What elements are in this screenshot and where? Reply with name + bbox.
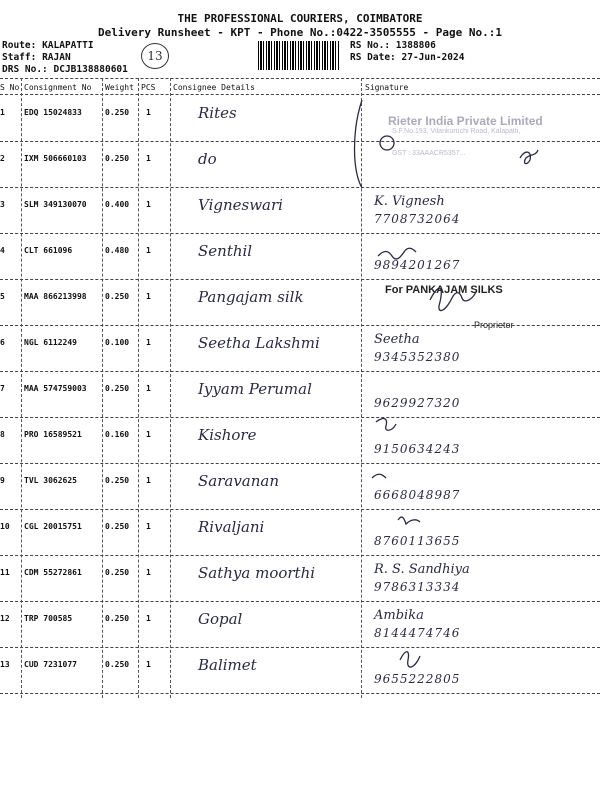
weight-cell: 0.250 (105, 660, 130, 669)
pankajam-stamp-role: Proprietor (474, 320, 514, 330)
sno-cell: 13 (0, 660, 10, 669)
drs-label: DRS No.: (2, 64, 48, 75)
consignee-name: Pangajam silk (198, 288, 304, 306)
consignee-name: Kishore (198, 426, 257, 444)
sno-cell: 9 (0, 476, 5, 485)
signature-phone: 9629927320 (374, 396, 461, 410)
signature-name: K. Vignesh (374, 194, 445, 209)
consignment-cell: TRP 700585 (24, 614, 73, 623)
handwritten-count: 13 (141, 43, 169, 69)
col-header-consignee: Consignee Details (173, 83, 255, 92)
rs-no-label: RS No.: (350, 40, 391, 51)
rs-no-value: 1388806 (395, 40, 436, 51)
col-header-signature: Signature (365, 83, 409, 92)
col-header-weight: Weight (105, 83, 134, 92)
signature-scribble (520, 150, 538, 164)
rs-date-value: 27-Jun-2024 (401, 52, 465, 63)
consignment-cell: CDM 55272861 (24, 568, 82, 577)
consignment-cell: NGL 6112249 (24, 338, 77, 347)
pcs-cell: 1 (146, 108, 151, 117)
sno-cell: 6 (0, 338, 5, 347)
signature-name: Seetha (374, 332, 420, 347)
signature-phone: 9786313334 (374, 580, 461, 594)
weight-cell: 0.250 (105, 476, 130, 485)
weight-cell: 0.250 (105, 108, 130, 117)
pcs-cell: 1 (146, 200, 151, 209)
rs-date-label: RS Date: (350, 52, 396, 63)
route-value: KALAPATTI (42, 40, 94, 51)
staff-label: Staff: (2, 52, 37, 63)
rieter-stamp-title: Rieter India Private Limited (388, 114, 543, 128)
pankajam-stamp-title: For PANKAJAM SILKS (385, 284, 503, 296)
pcs-cell: 1 (146, 568, 151, 577)
senthil-signature (378, 248, 416, 259)
pcs-cell: 1 (146, 384, 151, 393)
pcs-cell: 1 (146, 660, 151, 669)
weight-cell: 0.250 (105, 614, 130, 623)
consignment-cell: TVL 3062625 (24, 476, 77, 485)
sno-cell: 11 (0, 568, 10, 577)
sno-cell: 2 (0, 154, 5, 163)
col-header-pcs: PCS (141, 83, 156, 92)
signature-phone: 9655222805 (374, 672, 461, 686)
pcs-cell: 1 (146, 246, 151, 255)
signature-name: Ambika (374, 608, 424, 623)
drs-value: DCJB138880601 (53, 64, 128, 75)
weight-cell: 0.250 (105, 568, 130, 577)
rieter-stamp-address: S.F.No.193, Vilankuruchi Road, Kalapatti, (392, 128, 521, 135)
consignee-name: Iyyam Perumal (198, 380, 312, 398)
signature-phone: 9894201267 (374, 258, 461, 272)
signature-phone: 7708732064 (374, 212, 461, 226)
weight-cell: 0.160 (105, 430, 130, 439)
consignment-cell: MAA 574759003 (24, 384, 87, 393)
weight-cell: 0.100 (105, 338, 130, 347)
consignment-cell: MAA 866213998 (24, 292, 87, 301)
consignment-cell: CGL 20015751 (24, 522, 82, 531)
consignee-name: Seetha Lakshmi (198, 334, 320, 352)
pcs-cell: 1 (146, 154, 151, 163)
sno-cell: 1 (0, 108, 5, 117)
pcs-cell: 1 (146, 614, 151, 623)
weight-cell: 0.250 (105, 154, 130, 163)
sno-cell: 4 (0, 246, 5, 255)
weight-cell: 0.250 (105, 292, 130, 301)
consignee-name: Rites (198, 104, 237, 122)
signature-phone: 6668048987 (374, 488, 461, 502)
consignment-cell: PRO 16589521 (24, 430, 82, 439)
consignee-name: Sathya moorthi (198, 564, 316, 582)
pcs-cell: 1 (146, 292, 151, 301)
consignee-name: Gopal (198, 610, 243, 628)
balimet-signature (400, 652, 420, 667)
col-header-consignment: Consignment No (24, 83, 92, 92)
col-header-sno: S No (0, 83, 20, 92)
weight-cell: 0.250 (105, 384, 130, 393)
weight-cell: 0.250 (105, 522, 130, 531)
consignee-name: Vigneswari (198, 196, 283, 214)
sno-cell: 12 (0, 614, 10, 623)
sno-cell: 10 (0, 522, 10, 531)
iyyam-signature (376, 419, 396, 431)
pcs-cell: 1 (146, 338, 151, 347)
consignment-cell: EDQ 15024833 (24, 108, 82, 117)
pcs-cell: 1 (146, 522, 151, 531)
rivaljani-signature (398, 517, 420, 524)
consignee-name: do (198, 150, 217, 168)
signature-phone: 9345352380 (374, 350, 461, 364)
weight-cell: 0.400 (105, 200, 130, 209)
consignment-cell: CLT 661096 (24, 246, 73, 255)
sno-cell: 7 (0, 384, 5, 393)
consignee-name: Rivaljani (198, 518, 265, 536)
weight-cell: 0.480 (105, 246, 130, 255)
bracket-mark (355, 100, 363, 188)
pcs-cell: 1 (146, 476, 151, 485)
consignment-cell: SLM 349130070 (24, 200, 87, 209)
pcs-cell: 1 (146, 430, 151, 439)
rieter-stamp-gst: GST : 33AAACR5357... (392, 150, 466, 157)
sno-cell: 3 (0, 200, 5, 209)
sno-cell: 8 (0, 430, 5, 439)
circle-mark (380, 136, 394, 150)
company-title: THE PROFESSIONAL COURIERS, COIMBATORE (177, 12, 423, 25)
consignment-cell: IXM 506660103 (24, 154, 87, 163)
consignment-cell: CUD 7231077 (24, 660, 77, 669)
saravanan-signature (372, 474, 386, 478)
signature-name: R. S. Sandhiya (374, 562, 470, 577)
consignee-name: Balimet (198, 656, 257, 674)
pankajam-signature (430, 288, 476, 310)
route-label: Route: (2, 40, 37, 51)
staff-value: RAJAN (42, 52, 71, 63)
sno-cell: 5 (0, 292, 5, 301)
signature-phone: 9150634243 (374, 442, 461, 456)
consignee-name: Senthil (198, 242, 253, 260)
signature-phone: 8760113655 (374, 534, 461, 548)
consignee-name: Saravanan (198, 472, 280, 490)
runsheet-subtitle: Delivery Runsheet - KPT - Phone No.:0422-3505555 - Page No.:1 (98, 26, 502, 39)
signature-phone: 8144474746 (374, 626, 461, 640)
